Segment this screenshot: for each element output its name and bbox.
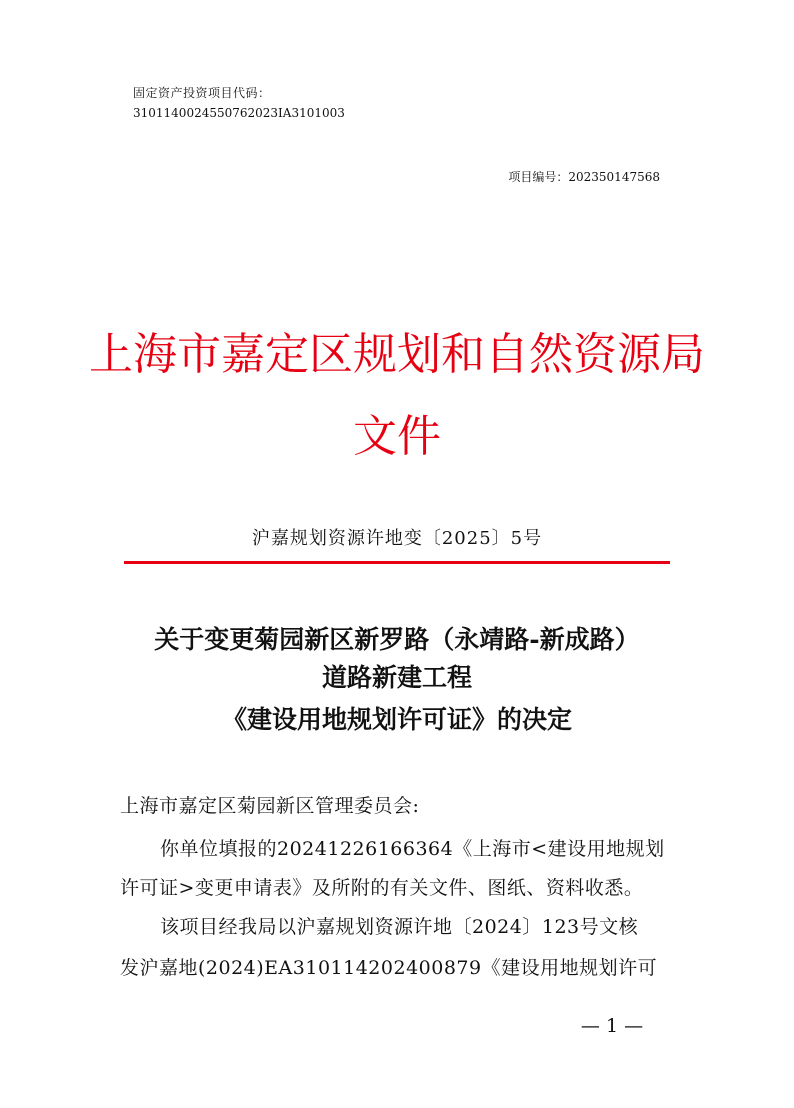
paragraph-1-line-1: 你单位填报的20241226166364《上海市<建设用地规划 [160, 838, 665, 860]
issuer-name: 上海市嘉定区规划和自然资源局 [89, 329, 705, 380]
document-number: 沪嘉规划资源许地变〔2025〕5号 [251, 528, 543, 549]
fixed-asset-code-label: 固定资产投资项目代码： [133, 86, 271, 100]
red-divider [124, 561, 670, 564]
paragraph-2-line-2: 发沪嘉地(2024)EA310114202400879《建设用地规划许可 [120, 957, 658, 979]
title-line-2: 道路新建工程 [321, 663, 472, 692]
page-number: — 1 — [580, 1015, 644, 1037]
project-number: 项目编号：202350147568 [508, 170, 660, 184]
issuer-document-label: 文件 [353, 411, 441, 462]
title-line-3: 《建设用地规划许可证》的决定 [221, 705, 572, 734]
fixed-asset-code-value: 3101140024550762023IA3101003 [133, 106, 345, 120]
salutation: 上海市嘉定区菊园新区管理委员会: [120, 795, 420, 817]
paragraph-1-line-2: 许可证>变更申请表》及所附的有关文件、图纸、资料收悉。 [120, 877, 644, 899]
title-line-1: 关于变更菊园新区新罗路（永靖路-新成路） [154, 625, 640, 654]
paragraph-2-line-1: 该项目经我局以沪嘉规划资源许地〔2024〕123号文核 [160, 916, 639, 938]
